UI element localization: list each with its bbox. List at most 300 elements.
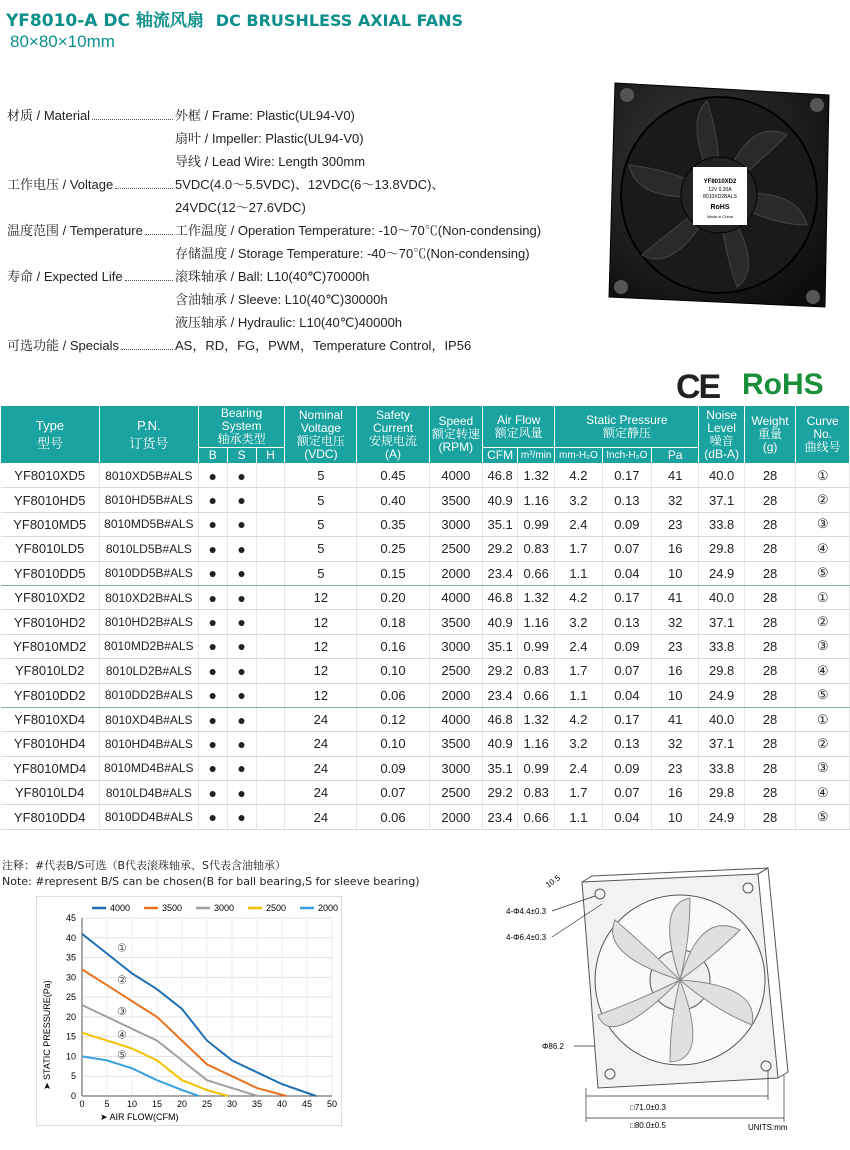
dimension-drawing [490,860,840,1140]
table-cell: YF8010XD4 [1,707,100,731]
table-cell: 46.8 [483,585,518,609]
table-cell: 0.99 [518,512,555,536]
x-tick-label: 30 [226,1099,238,1109]
table-cell: 28 [744,464,796,488]
table-cell: ● [227,805,256,829]
table-row [1,805,850,829]
y-tick-label: 5 [70,1071,76,1082]
spec-row [7,219,587,242]
table-cell: 0.83 [518,781,555,805]
table-cell: ● [227,634,256,658]
table-cell: 8010DD4B#ALS [99,805,198,829]
table-cell: ● [198,707,227,731]
table-cell: 4000 [429,585,483,609]
table-cell [256,464,285,488]
table-cell: ● [198,683,227,707]
th-airflow: Air Flow 额定风量 [483,406,555,448]
table-cell: ● [227,610,256,634]
table-cell: 32 [652,488,699,512]
table-cell: 5 [285,488,357,512]
table-cell: 24 [285,707,357,731]
table-cell: 2.4 [555,634,602,658]
table-cell: 1.16 [518,732,555,756]
dim-depth: 10.5 [543,873,562,890]
table-cell: ① [796,707,850,731]
table-cell: 23 [652,634,699,658]
th-pa: Pa [652,448,699,464]
th-bearing: Bearing System 轴承类型 [198,406,285,448]
table-cell: 0.07 [602,537,651,561]
table-cell: 0.83 [518,537,555,561]
table-cell: ● [198,732,227,756]
legend-label: 2000 [318,903,339,913]
table-cell: 32 [652,732,699,756]
spec-list [7,104,587,357]
table-cell: 3500 [429,610,483,634]
table-cell: 3.2 [555,488,602,512]
table-cell: ④ [796,781,850,805]
table-cell: 23.4 [483,683,518,707]
th-mmh2o: mm-H₂O [555,448,602,464]
table-cell: 28 [744,781,796,805]
table-cell: 10 [652,561,699,585]
table-cell: 1.16 [518,610,555,634]
table-cell: 8010XD2B#ALS [99,585,198,609]
legend-label: 4000 [110,903,131,913]
y-tick-label: 20 [65,1011,76,1022]
table-cell: YF8010XD2 [1,585,100,609]
table-cell: 35.1 [483,512,518,536]
table-cell: 0.15 [357,561,429,585]
table-cell: 24.9 [699,561,744,585]
table-cell: 0.66 [518,805,555,829]
x-tick-label: 20 [176,1099,188,1109]
table-cell: 0.83 [518,659,555,683]
table-cell: 24 [285,732,357,756]
spec-label-text: 温度范围 / Temperature [7,223,143,238]
x-tick-label: 40 [276,1099,288,1109]
spec-table [0,405,850,830]
table-cell: 0.99 [518,756,555,780]
y-tick-label: 25 [65,992,76,1003]
table-cell: ● [198,659,227,683]
y-tick-label: 15 [65,1031,76,1042]
y-axis-label: ➤ STATIC PRESSURE(Pa) [42,980,52,1090]
x-axis-label: ➤ AIR FLOW(CFM) [100,1112,179,1122]
table-cell: 24 [285,805,357,829]
table-cell: 40.9 [483,488,518,512]
table-cell: 33.8 [699,634,744,658]
table-cell: 0.17 [602,585,651,609]
table-cell: 16 [652,781,699,805]
table-row [1,781,850,805]
spec-label [7,334,175,357]
table-row [1,732,850,756]
table-cell: 2000 [429,683,483,707]
table-row [1,634,850,658]
spec-value: AS，RD，FG，PWM，Temperature Control，IP56 [175,338,472,353]
table-cell: 29.8 [699,537,744,561]
notes [2,858,420,890]
table-cell: 0.40 [357,488,429,512]
label-pn: 8010XD2BALS [703,194,737,200]
y-tick-label: 40 [65,932,76,943]
spec-value: 液压轴承 / Hydraulic: L10(40℃)40000h [175,315,403,330]
dim-hole-large: 4-Φ6.4±0.3 [506,933,547,942]
table-cell: 23.4 [483,805,518,829]
table-cell: 0.10 [357,732,429,756]
table-cell: 28 [744,561,796,585]
table-row [1,610,850,634]
table-cell: 28 [744,707,796,731]
table-cell: ● [227,561,256,585]
curve-number-label: ③ [117,1004,127,1018]
table-cell: YF8010HD4 [1,732,100,756]
table-cell: 23 [652,512,699,536]
table-cell: ② [796,732,850,756]
table-row [1,561,850,585]
table-cell: 0.66 [518,683,555,707]
y-tick-label: 35 [65,952,76,963]
table-row [1,537,850,561]
table-cell: YF8010MD5 [1,512,100,536]
table-cell: 1.7 [555,659,602,683]
table-cell: 8010HD4B#ALS [99,732,198,756]
table-cell: ● [227,512,256,536]
th-b: B [198,448,227,464]
table-cell: 29.2 [483,537,518,561]
spec-value: 含油轴承 / Sleeve: L10(40℃)30000h [175,292,388,307]
table-cell: 5 [285,537,357,561]
table-cell [256,732,285,756]
table-cell: 3000 [429,512,483,536]
table-cell [256,634,285,658]
table-cell: 8010MD4B#ALS [99,756,198,780]
table-cell [256,756,285,780]
note-cn: 注释：#代表B/S可选（B代表滚珠轴承、S代表含油轴承） [2,859,286,872]
table-row [1,659,850,683]
table-cell: YF8010DD5 [1,561,100,585]
table-cell: YF8010DD2 [1,683,100,707]
table-cell: 0.17 [602,707,651,731]
table-cell: 12 [285,659,357,683]
table-row [1,707,850,731]
spec-label [7,104,175,127]
table-cell: 0.13 [602,732,651,756]
th-voltage: Nominal Voltage 额定电压 (VDC) [285,406,357,464]
table-cell: 29.8 [699,781,744,805]
spec-row [7,288,587,311]
table-cell: 0.06 [357,805,429,829]
table-cell: 28 [744,610,796,634]
table-cell: 40.0 [699,464,744,488]
table-cell: ③ [796,512,850,536]
table-cell: 0.20 [357,585,429,609]
spec-value: 外框 / Frame: Plastic(UL94-V0) [175,108,355,123]
table-cell: 3000 [429,756,483,780]
dim-outer: □80.0±0.5 [630,1121,666,1130]
y-tick-label: 0 [70,1091,76,1101]
table-cell: 8010MD2B#ALS [99,634,198,658]
table-cell: 1.7 [555,537,602,561]
spec-row [7,150,587,173]
table-cell: 8010DD2B#ALS [99,683,198,707]
table-cell: ● [198,512,227,536]
table-cell: 0.17 [602,464,651,488]
table-cell: ● [227,585,256,609]
table-cell: ● [227,537,256,561]
table-cell: 32 [652,610,699,634]
table-cell: 2500 [429,659,483,683]
th-type: Type 型号 [1,406,100,464]
title-sub: DC BRUSHLESS AXIAL FANS [215,11,464,30]
table-cell: ● [198,537,227,561]
table-row [1,464,850,488]
th-h: H [256,448,285,464]
table-cell: 1.1 [555,805,602,829]
table-cell: 0.09 [602,756,651,780]
x-tick-label: 45 [301,1099,313,1109]
pq-curve-chart [36,896,342,1126]
table-cell: 40.0 [699,707,744,731]
table-cell: 1.16 [518,488,555,512]
spec-label-text: 材质 / Material [7,108,91,123]
spec-row [7,311,587,334]
table-cell: 28 [744,537,796,561]
table-cell: 23 [652,756,699,780]
table-cell: ● [227,683,256,707]
table-cell: 4000 [429,464,483,488]
table-cell [256,537,285,561]
table-cell: 29.2 [483,781,518,805]
x-tick-label: 50 [326,1099,338,1109]
table-cell: ● [198,464,227,488]
th-pn: P.N. 订货号 [99,406,198,464]
table-cell: ● [198,634,227,658]
table-cell: 8010MD5B#ALS [99,512,198,536]
table-cell: ⑤ [796,683,850,707]
spec-row [7,127,587,150]
table-cell: 0.04 [602,805,651,829]
table-cell: 0.07 [602,659,651,683]
table-cell: YF8010MD2 [1,634,100,658]
x-tick-label: 35 [251,1099,263,1109]
spec-value: 存储温度 / Storage Temperature: -40～70℃(Non-condensing) [175,246,530,261]
table-cell: 40.0 [699,585,744,609]
table-cell: 28 [744,683,796,707]
table-cell: 4.2 [555,707,602,731]
table-cell: 46.8 [483,464,518,488]
table-cell: 3000 [429,634,483,658]
table-cell: 2500 [429,781,483,805]
spec-label-text: 工作电压 / Voltage [7,177,114,192]
table-cell: 1.1 [555,683,602,707]
table-cell: 0.35 [357,512,429,536]
spec-value: 导线 / Lead Wire: Length 300mm [175,154,366,169]
table-cell: 5 [285,561,357,585]
table-row [1,683,850,707]
table-row [1,512,850,536]
table-cell: ● [198,610,227,634]
table-cell: 3.2 [555,732,602,756]
table-cell [256,585,285,609]
units-label: UNITS:mm [748,1123,788,1132]
curve-number-label: ① [117,941,127,955]
table-cell: ● [198,585,227,609]
table-cell [256,659,285,683]
table-cell: 8010LD5B#ALS [99,537,198,561]
spec-row [7,173,587,196]
table-cell: YF8010HD5 [1,488,100,512]
table-cell: YF8010LD5 [1,537,100,561]
table-cell: 8010HD5B#ALS [99,488,198,512]
table-cell: 0.18 [357,610,429,634]
rohs-mark: RoHS [742,368,824,401]
table-cell: 28 [744,659,796,683]
table-cell: YF8010XD5 [1,464,100,488]
spec-row [7,334,587,357]
table-cell: 0.07 [357,781,429,805]
table-cell: 1.7 [555,781,602,805]
table-cell: 8010LD2B#ALS [99,659,198,683]
table-cell: 35.1 [483,634,518,658]
table-row [1,756,850,780]
table-cell: ● [227,756,256,780]
table-cell: ● [198,805,227,829]
table-cell: 33.8 [699,512,744,536]
label-voltage: 12V 0.20A [708,187,732,193]
table-cell: 1.32 [518,464,555,488]
table-cell [256,781,285,805]
table-cell: 0.09 [357,756,429,780]
label-made: Made in China [707,214,733,219]
table-cell: 41 [652,464,699,488]
th-m3min: m³/min [518,448,555,464]
y-tick-label: 10 [65,1051,76,1062]
y-tick-label: 30 [65,972,76,983]
spec-value: 扇叶 / Impeller: Plastic(UL94-V0) [175,131,364,146]
table-cell: ① [796,464,850,488]
x-tick-label: 15 [151,1099,163,1109]
table-cell: ● [227,732,256,756]
table-cell: 0.10 [357,659,429,683]
legend-label: 3500 [162,903,183,913]
table-cell: 0.07 [602,781,651,805]
table-cell: 0.25 [357,537,429,561]
table-cell: 16 [652,537,699,561]
table-cell: 0.45 [357,464,429,488]
table-cell: 12 [285,634,357,658]
spec-value: 工作温度 / Operation Temperature: -10～70℃(Non-condensing) [175,223,542,238]
table-cell [256,512,285,536]
table-cell: ④ [796,537,850,561]
spec-label [7,219,175,242]
dim-pitch: □71.0±0.3 [630,1103,666,1112]
table-cell [256,561,285,585]
table-cell: 12 [285,610,357,634]
spec-label [7,265,175,288]
table-cell: 29.8 [699,659,744,683]
table-cell: 5 [285,512,357,536]
y-tick-label: 45 [65,913,76,923]
table-cell: 0.04 [602,561,651,585]
table-cell: 40.9 [483,610,518,634]
dim-diameter: Φ86.2 [542,1042,564,1051]
th-cfm: CFM [483,448,518,464]
x-tick-label: 5 [104,1099,110,1109]
table-cell: 5 [285,464,357,488]
table-cell: 0.13 [602,610,651,634]
title-main: YF8010-A DC 轴流风扇 [6,11,204,31]
table-cell: ● [227,707,256,731]
table-cell: 37.1 [699,732,744,756]
table-cell: 4.2 [555,585,602,609]
table-cell: 0.04 [602,683,651,707]
table-cell: 0.66 [518,561,555,585]
th-current: Safety Current 安规电流 (A) [357,406,429,464]
table-row [1,488,850,512]
table-cell: 8010XD5B#ALS [99,464,198,488]
th-curve: Curve No. 曲线号 [796,406,850,464]
table-cell: 41 [652,707,699,731]
table-cell: 1.32 [518,585,555,609]
spec-label-text: 寿命 / Expected Life [7,269,123,284]
curve-number-label: ② [117,973,127,987]
table-cell: 40.9 [483,732,518,756]
table-cell: 35.1 [483,756,518,780]
label-model: YF8010XD2 [703,179,737,185]
table-cell: ● [227,659,256,683]
table-cell: 8010DD5B#ALS [99,561,198,585]
table-cell: 4.2 [555,464,602,488]
table-cell: 28 [744,634,796,658]
spec-label [7,173,175,196]
th-s: S [227,448,256,464]
table-cell: ⑤ [796,805,850,829]
table-cell: ④ [796,659,850,683]
table-cell: 0.09 [602,634,651,658]
table-cell [256,707,285,731]
table-cell: ● [198,781,227,805]
fan-photo [597,75,837,315]
table-cell: 24 [285,756,357,780]
table-cell: 28 [744,488,796,512]
table-cell [256,610,285,634]
table-cell: 3.2 [555,610,602,634]
table-cell: 24.9 [699,683,744,707]
table-cell: YF8010LD4 [1,781,100,805]
table-cell: 12 [285,585,357,609]
table-cell: 33.8 [699,756,744,780]
table-cell: YF8010LD2 [1,659,100,683]
note-en: Note: #represent B/S can be chosen(B for ball bearing,S for sleeve bearing) [2,875,420,888]
table-cell: ● [227,488,256,512]
ce-mark: CE [676,368,720,406]
table-cell: 24 [285,781,357,805]
table-cell: ● [198,756,227,780]
curve-number-label: ⑤ [117,1048,127,1062]
fan-size: 80×80×10mm [10,32,115,51]
th-speed: Speed 额定转速 (RPM) [429,406,483,464]
table-cell: 28 [744,756,796,780]
table-cell: 28 [744,805,796,829]
curve-number-label: ④ [117,1028,127,1042]
legend-label: 2500 [266,903,287,913]
table-cell: 0.13 [602,488,651,512]
table-cell: 4000 [429,707,483,731]
table-cell: 8010HD2B#ALS [99,610,198,634]
th-pressure: Static Pressure 额定静压 [555,406,699,448]
